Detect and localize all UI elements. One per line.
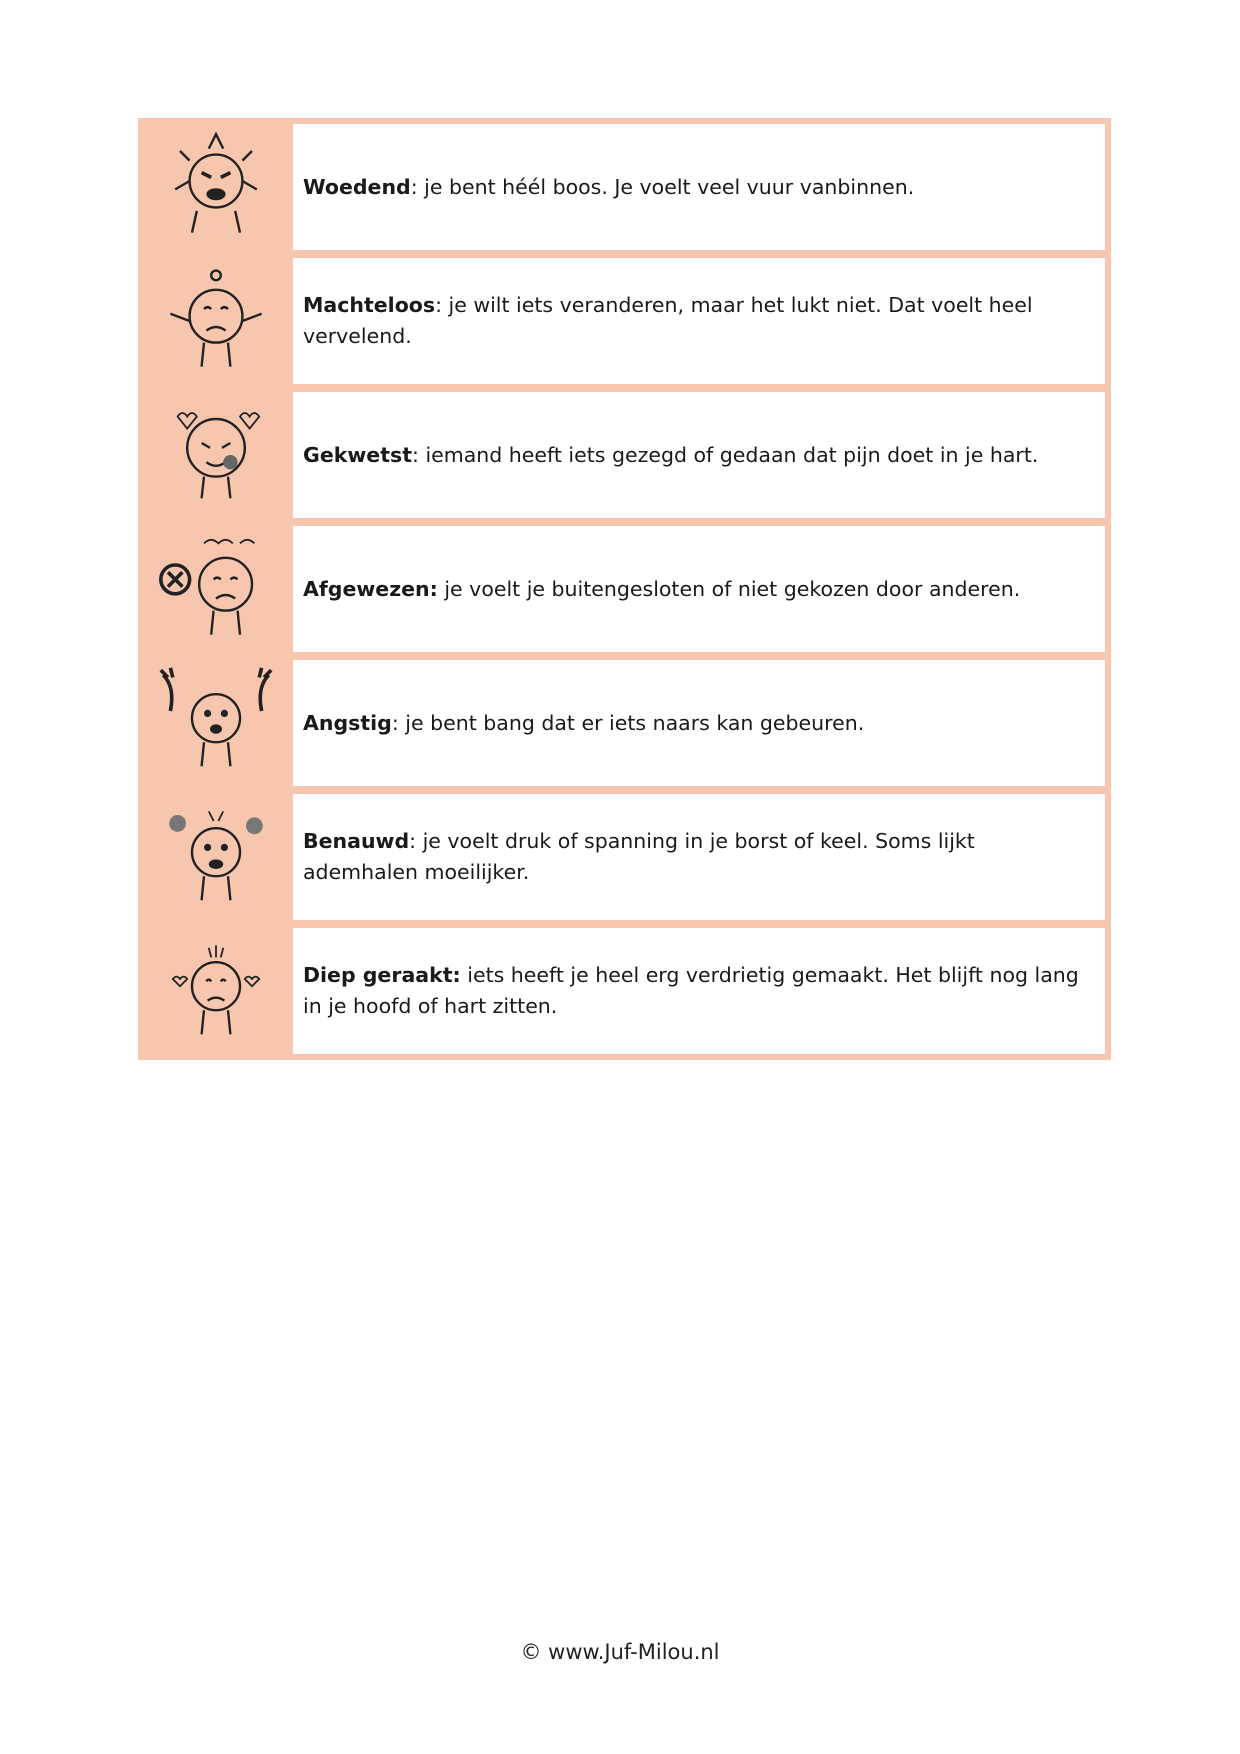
emotion-definition: : je bent héél boos. Je voelt veel vuur vanbinnen. <box>410 174 915 199</box>
emotion-definition: : je voelt druk of spanning in je borst of keel. Soms lijkt ademhalen moeilijker. <box>303 829 975 884</box>
deeply-moved-face-icon <box>138 928 293 1054</box>
emotion-term: Diep geraakt: <box>303 963 461 987</box>
emotion-text-afgewezen <box>293 526 1105 652</box>
emotion-term: Gekwetst <box>303 442 413 467</box>
emotion-text-benauwd <box>293 794 1105 920</box>
emotion-row-diep-geraakt <box>138 928 1111 1054</box>
rejected-face-icon <box>138 526 293 652</box>
emotion-row-angstig <box>138 660 1111 786</box>
emotion-term: Benauwd <box>303 829 410 853</box>
emotion-row-machteloos <box>138 258 1111 384</box>
stifled-face-icon <box>138 794 293 920</box>
emotion-text-diep-geraakt <box>293 928 1105 1054</box>
emotion-table <box>138 118 1111 1060</box>
emotion-row-gekwetst <box>138 392 1111 518</box>
emotion-term: Machteloos <box>303 293 436 317</box>
emotion-definition: : je bent bang dat er iets naars kan gebeuren. <box>391 710 865 735</box>
emotion-text-machteloos <box>293 258 1105 384</box>
emotion-text-angstig <box>293 660 1105 786</box>
emotion-definition: iets heeft je heel erg verdrietig gemaakt. Het blijft nog lang in je hoofd of hart zitten. <box>303 963 1079 1018</box>
angry-face-icon <box>138 124 293 250</box>
emotion-row-benauwd <box>138 794 1111 920</box>
emotion-definition: : iemand heeft iets gezegd of gedaan dat pijn doet in je hart. <box>412 442 1039 467</box>
emotion-text-gekwetst <box>293 392 1105 518</box>
emotion-term: Afgewezen: <box>303 576 438 601</box>
emotion-term: Woedend <box>303 174 411 199</box>
powerless-face-icon <box>138 258 293 384</box>
emotion-definition: : je wilt iets veranderen, maar het lukt niet. Dat voelt heel vervelend. <box>303 293 1033 348</box>
emotion-row-woedend <box>138 124 1111 250</box>
emotion-row-afgewezen <box>138 526 1111 652</box>
footer-copyright: © www.Juf-Milou.nl <box>520 1640 720 1664</box>
emotion-text-woedend <box>293 124 1105 250</box>
emotion-definition: je voelt je buitengesloten of niet gekozen door anderen. <box>437 576 1021 601</box>
hurt-face-icon <box>138 392 293 518</box>
anxious-face-icon <box>138 660 293 786</box>
emotion-term: Angstig <box>303 710 392 735</box>
